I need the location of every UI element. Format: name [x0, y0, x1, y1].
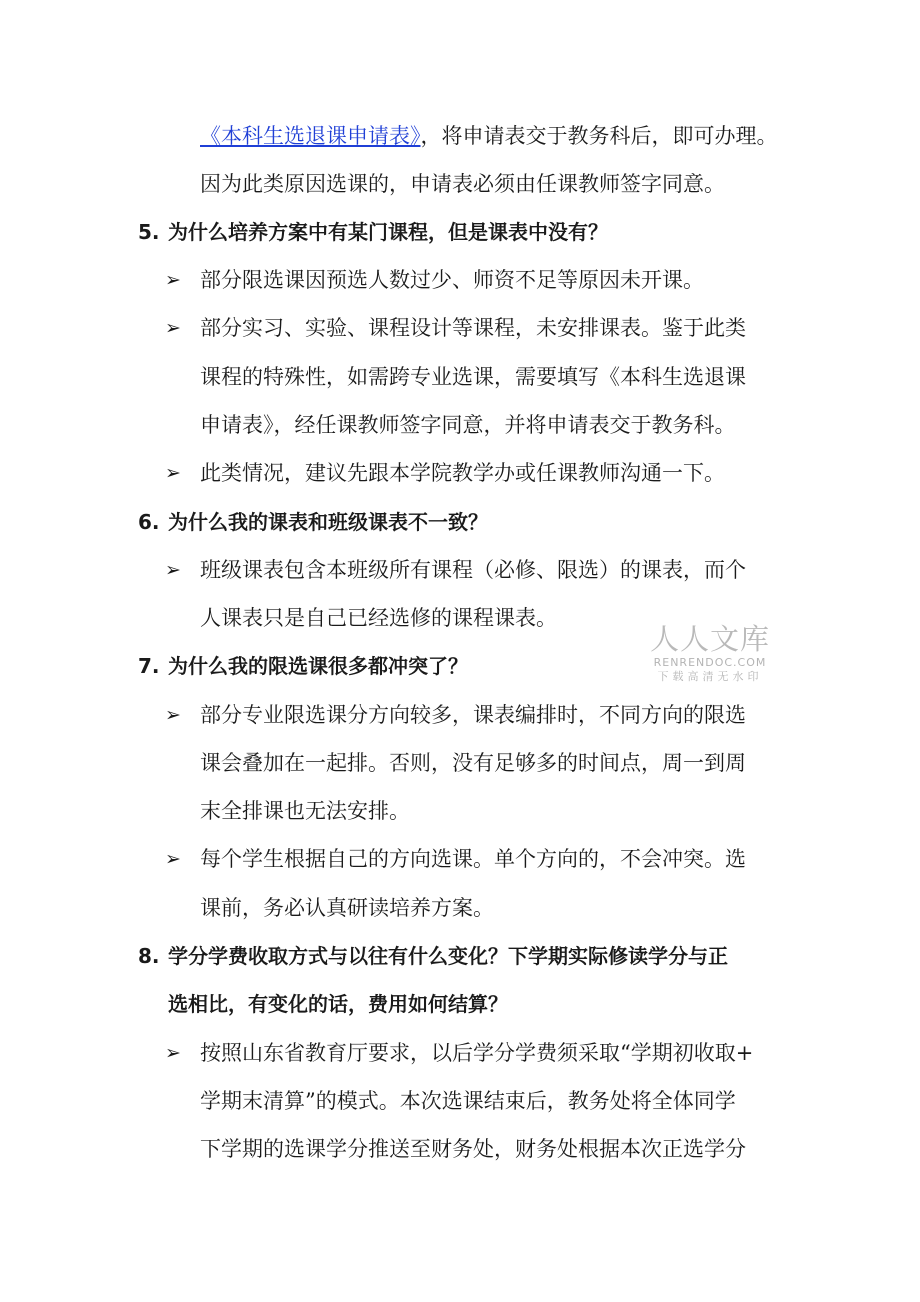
bullet-arrow-icon: ➢ [165, 1042, 181, 1064]
answer-line: 申请表》，经任课教师签字同意，并将申请表交于教务科。 [200, 413, 736, 437]
bullet-arrow-icon: ➢ [165, 269, 181, 291]
answer-line: 此类情况，建议先跟本学院教学办或任课教师沟通一下。 [200, 461, 725, 485]
question-title: 为什么我的限选课很多都冲突了？ [168, 654, 468, 678]
intro-line-1-text: ，将申请表交于教务科后，即可办理。 [420, 124, 778, 148]
question-title: 为什么我的课表和班级课表不一致？ [168, 510, 488, 534]
question-title: 选相比，有变化的话，费用如何结算？ [168, 992, 508, 1016]
question-number: 8. [138, 944, 160, 968]
bullet-arrow-icon: ➢ [165, 462, 181, 484]
answer-line: 按照山东省教育厅要求，以后学分学费须采取“学期初收取+ [200, 1041, 754, 1065]
watermark-domain: RENRENDOC.COM [653, 656, 767, 669]
question-number: 5. [138, 220, 160, 244]
bullet-arrow-icon: ➢ [165, 559, 181, 581]
bullet-arrow-icon: ➢ [165, 848, 181, 870]
answer-line: 人课表只是自己已经选修的课程课表。 [200, 606, 557, 630]
answer-line: 每个学生根据自己的方向选课。单个方向的，不会冲突。选 [200, 847, 746, 871]
bullet-arrow-icon: ➢ [165, 317, 181, 339]
intro-line-1 [200, 122, 778, 150]
question-number: 6. [138, 510, 160, 534]
answer-line: 班级课表包含本班级所有课程（必修、限选）的课表，而个 [200, 558, 746, 582]
answer-line: 部分限选课因预选人数过少、师资不足等原因未开课。 [200, 268, 704, 292]
intro-line-2: 因为此类原因选课的，申请表必须由任课教师签字同意。 [200, 172, 725, 196]
answer-line: 部分专业限选课分方向较多，课表编排时，不同方向的限选 [200, 703, 746, 727]
question-title: 学分学费收取方式与以往有什么变化？下学期实际修读学分与正 [168, 944, 728, 968]
question-number: 7. [138, 654, 160, 678]
watermark-tagline: 下载高清无水印 [657, 670, 763, 683]
answer-line: 课程的特殊性，如需跨专业选课，需要填写《本科生选退课 [200, 365, 746, 389]
bullet-arrow-icon: ➢ [165, 704, 181, 726]
watermark-title: 人人文库 [649, 622, 770, 656]
answer-line: 部分实习、实验、课程设计等课程，未安排课表。鉴于此类 [200, 316, 746, 340]
watermark [640, 622, 780, 684]
answer-line: 课会叠加在一起排。否则，没有足够多的时间点，周一到周 [200, 751, 746, 775]
answer-line: 末全排课也无法安排。 [200, 799, 410, 823]
answer-line: 课前，务必认真研读培养方案。 [200, 896, 494, 920]
answer-line: 下学期的选课学分推送至财务处，财务处根据本次正选学分 [200, 1137, 746, 1161]
application-form-link[interactable]: 《本科生选退课申请表》 [200, 124, 421, 148]
answer-line: 学期末清算”的模式。本次选课结束后，教务处将全体同学 [200, 1089, 736, 1113]
question-title: 为什么培养方案中有某门课程，但是课表中没有？ [168, 220, 608, 244]
